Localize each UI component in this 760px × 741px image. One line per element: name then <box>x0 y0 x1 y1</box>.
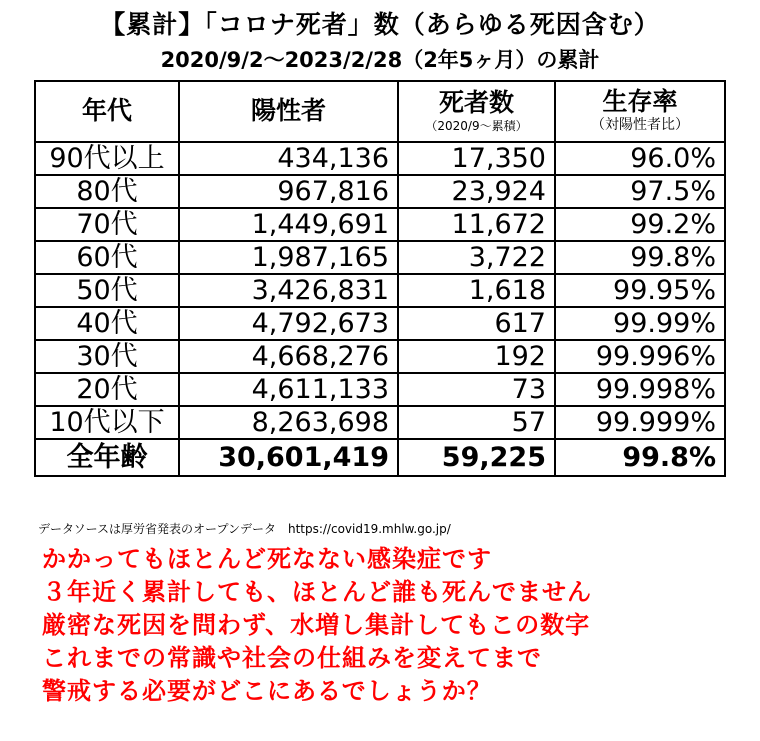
cell-deaths: 57 <box>398 406 555 439</box>
cell-age: 40代 <box>35 307 179 340</box>
page-subtitle: 2020/9/2〜2023/2/28（2年5ヶ月）の累計 <box>160 48 600 72</box>
table-row <box>35 241 725 274</box>
table-row <box>35 406 725 439</box>
cell-survival: 99.2% <box>555 208 725 241</box>
cell-survival: 97.5% <box>555 175 725 208</box>
header-deaths <box>398 81 555 142</box>
table-row <box>35 373 725 406</box>
header-positives-label: 陽性者 <box>250 96 326 126</box>
comment-line: かかってもほとんど死なない感染症です <box>42 545 492 573</box>
cell-age: 20代 <box>35 373 179 406</box>
table-total-row <box>35 439 725 476</box>
cell-survival: 99.95% <box>555 274 725 307</box>
table-row <box>35 340 725 373</box>
cell-deaths: 3,722 <box>398 241 555 274</box>
cell-positives: 1,449,691 <box>179 208 398 241</box>
header-survival-label: 生存率 <box>602 87 678 117</box>
cell-positives: 30,601,419 <box>179 439 398 476</box>
comment-line: これまでの常識や社会の仕組みを変えてまで <box>42 644 542 672</box>
table-row <box>35 274 725 307</box>
cell-positives: 1,987,165 <box>179 241 398 274</box>
cell-survival: 99.99% <box>555 307 725 340</box>
cell-deaths: 192 <box>398 340 555 373</box>
cell-deaths: 73 <box>398 373 555 406</box>
table-row <box>35 307 725 340</box>
header-deaths-note: （2020/9〜累積） <box>425 118 528 133</box>
cell-survival: 96.0% <box>555 142 725 175</box>
cell-positives: 4,792,673 <box>179 307 398 340</box>
comment-line: 警戒する必要がどこにあるでしょうか？ <box>42 677 492 705</box>
cell-survival: 99.996% <box>555 340 725 373</box>
cell-positives: 8,263,698 <box>179 406 398 439</box>
cell-survival: 99.8% <box>555 439 725 476</box>
cell-age: 60代 <box>35 241 179 274</box>
cell-age: 80代 <box>35 175 179 208</box>
cell-survival: 99.999% <box>555 406 725 439</box>
table-row <box>35 142 725 175</box>
cell-deaths: 17,350 <box>398 142 555 175</box>
cell-age: 全年齢 <box>35 439 179 476</box>
cell-positives: 3,426,831 <box>179 274 398 307</box>
cell-age: 10代以下 <box>35 406 179 439</box>
cell-deaths: 1,618 <box>398 274 555 307</box>
header-survival-note: （対陽性者比） <box>591 117 689 134</box>
cell-survival: 99.998% <box>555 373 725 406</box>
page-title: 【累計】「コロナ死者」数（あらゆる死因含む） <box>100 10 660 39</box>
comment-list <box>42 543 592 708</box>
cell-positives: 4,668,276 <box>179 340 398 373</box>
table-row <box>35 175 725 208</box>
cell-deaths: 23,924 <box>398 175 555 208</box>
cell-age: 70代 <box>35 208 179 241</box>
comment-line: 厳密な死因を問わず、水増し集計してもこの数字 <box>42 611 591 639</box>
covid-deaths-table <box>34 80 726 477</box>
cell-positives: 4,611,133 <box>179 373 398 406</box>
cell-positives: 967,816 <box>179 175 398 208</box>
table-body <box>35 142 725 476</box>
header-age-label: 年代 <box>81 96 132 126</box>
cell-positives: 434,136 <box>179 142 398 175</box>
cell-survival: 99.8% <box>555 241 725 274</box>
table-header-row <box>35 81 725 142</box>
header-deaths-label: 死者数 <box>438 88 514 118</box>
header-age <box>35 81 179 142</box>
header-positives <box>179 81 398 142</box>
cell-deaths: 59,225 <box>398 439 555 476</box>
cell-age: 50代 <box>35 274 179 307</box>
table-row <box>35 208 725 241</box>
cell-deaths: 11,672 <box>398 208 555 241</box>
source-note: データソースは厚労省発表のオープンデータ https://covid19.mhlw.go.jp/ <box>38 522 451 536</box>
cell-age: 30代 <box>35 340 179 373</box>
header-survival <box>555 81 725 142</box>
comment-line: ３年近く累計しても、ほとんど誰も死んでません <box>42 578 592 606</box>
cell-deaths: 617 <box>398 307 555 340</box>
cell-age: 90代以上 <box>35 142 179 175</box>
